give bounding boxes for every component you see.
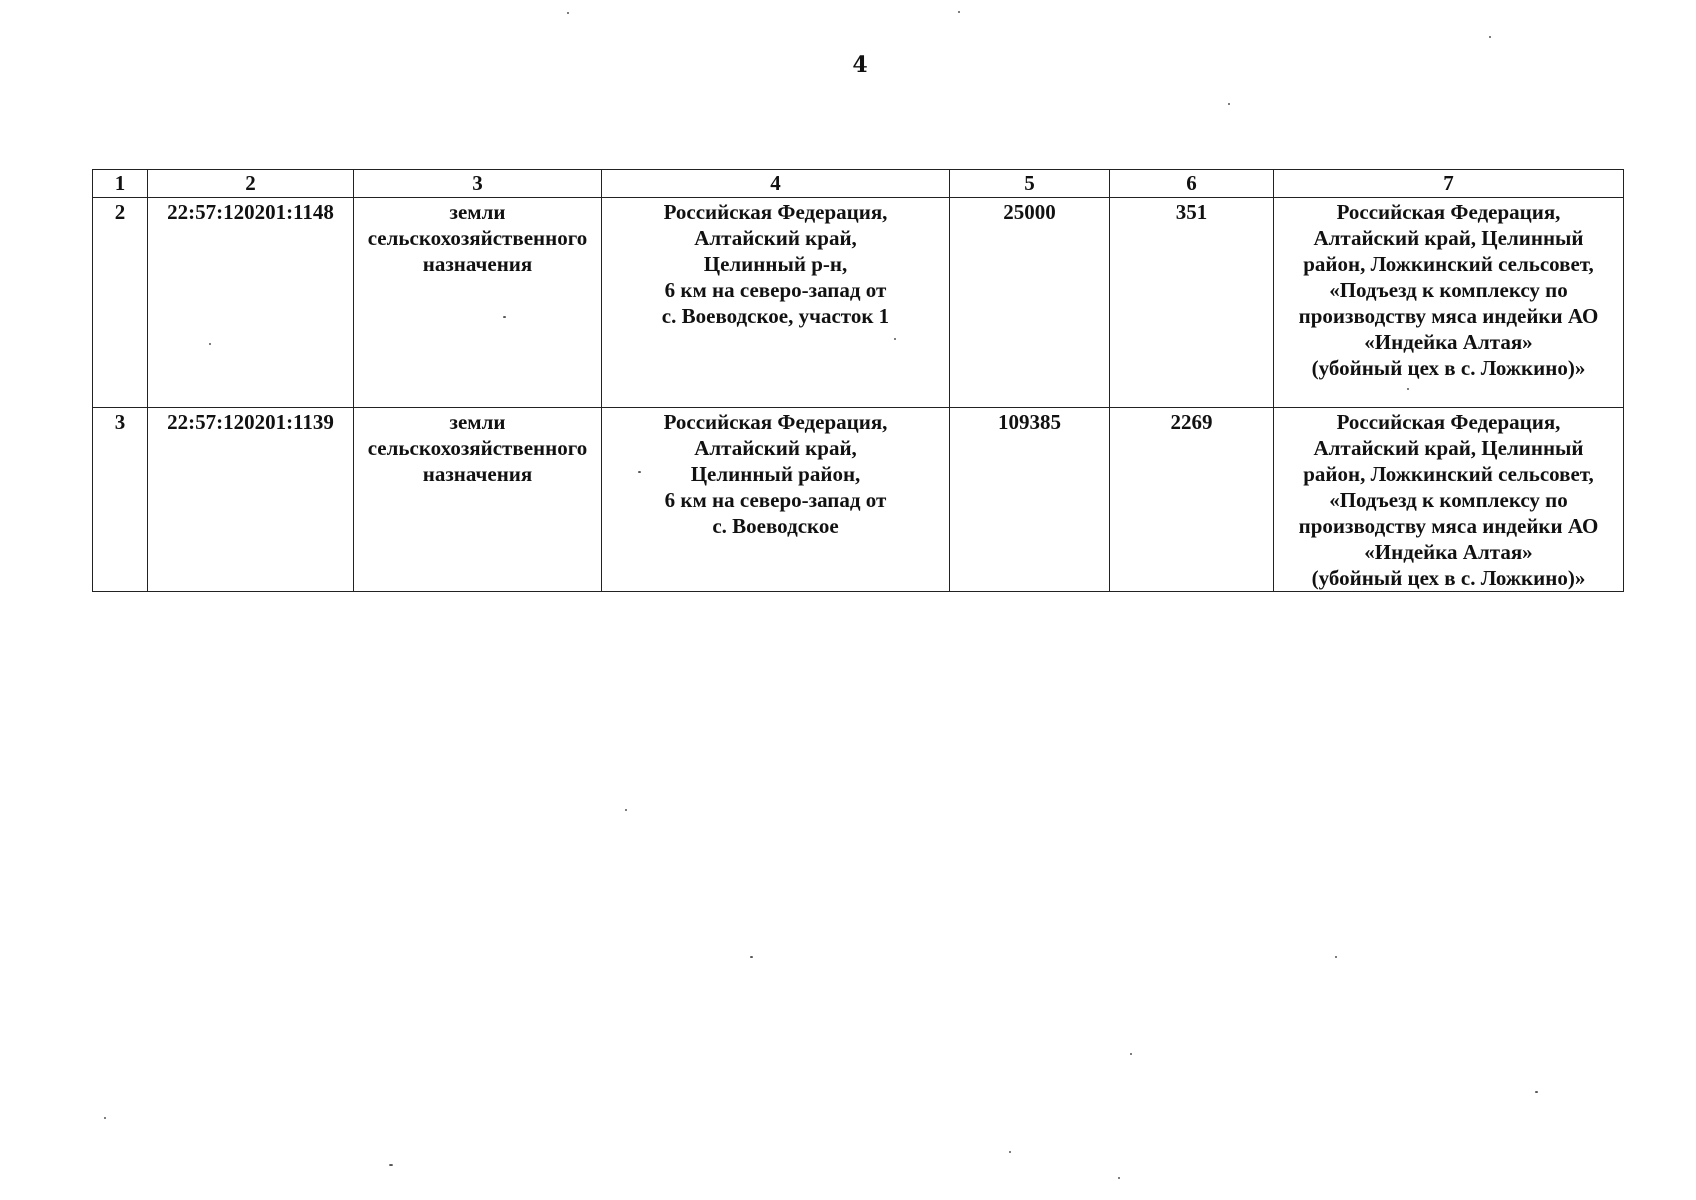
column-header: 1	[93, 170, 148, 198]
text-line: (убойный цех в с. Ложкино)»	[1311, 566, 1586, 590]
scan-speck	[750, 956, 753, 958]
text-line: Целинный р-н,	[703, 252, 848, 276]
text-line: Алтайский край, Целинный	[1313, 436, 1584, 460]
text-line: 6 км на северо-запад от	[664, 278, 887, 302]
text-line: земли	[449, 410, 506, 434]
text-line: Алтайский край,	[694, 436, 857, 460]
text-line: сельскохозяйственного	[367, 226, 588, 250]
column-header: 4	[602, 170, 950, 198]
plot-purpose	[1274, 408, 1624, 592]
scan-speck	[1489, 36, 1491, 38]
scan-speck	[567, 12, 569, 14]
scan-speck	[625, 809, 627, 811]
text-line: назначения	[422, 462, 533, 486]
cadastral-number: 22:57:120201:1148	[148, 198, 354, 408]
text-line: Целинный район,	[690, 462, 861, 486]
scan-speck	[209, 343, 211, 345]
table-header-row	[93, 170, 1624, 198]
column-header: 3	[354, 170, 602, 198]
scan-speck	[1535, 1091, 1538, 1093]
text-line: Российская Федерация,	[663, 200, 888, 224]
plot-purpose	[1274, 198, 1624, 408]
text-line: Российская Федерация,	[1336, 410, 1561, 434]
plot-location	[602, 408, 950, 592]
scan-speck	[638, 471, 641, 473]
plot-location	[602, 198, 950, 408]
text-line: Алтайский край,	[694, 226, 857, 250]
column-header: 2	[148, 170, 354, 198]
column-header: 5	[950, 170, 1110, 198]
text-line: 6 км на северо-запад от	[664, 488, 887, 512]
text-line: земли	[449, 200, 506, 224]
text-line: Российская Федерация,	[663, 410, 888, 434]
table-row	[93, 408, 1624, 592]
part-area: 2269	[1110, 408, 1274, 592]
scan-speck	[104, 1117, 106, 1119]
scan-speck	[1335, 956, 1337, 958]
plot-area: 25000	[950, 198, 1110, 408]
part-area: 351	[1110, 198, 1274, 408]
land-plots-table	[92, 169, 1624, 592]
scan-speck	[1407, 388, 1409, 390]
text-line: Алтайский край, Целинный	[1313, 226, 1584, 250]
text-line: район, Ложкинский сельсовет,	[1303, 462, 1594, 486]
text-line: «Индейка Алтая»	[1364, 540, 1533, 564]
scan-speck	[389, 1164, 393, 1166]
text-line: с. Воеводское, участок 1	[661, 304, 890, 328]
text-line: «Индейка Алтая»	[1364, 330, 1533, 354]
scan-speck	[503, 316, 506, 318]
scan-speck	[1228, 103, 1230, 105]
row-number: 3	[93, 408, 148, 592]
text-line: (убойный цех в с. Ложкино)»	[1311, 356, 1586, 380]
text-line: «Подъезд к комплексу по	[1329, 488, 1568, 512]
scan-speck	[894, 338, 896, 340]
scan-speck	[958, 11, 960, 13]
text-line: назначения	[422, 252, 533, 276]
table-row	[93, 198, 1624, 408]
text-line: Российская Федерация,	[1336, 200, 1561, 224]
column-header: 6	[1110, 170, 1274, 198]
land-category	[354, 408, 602, 592]
row-number: 2	[93, 198, 148, 408]
column-header: 7	[1274, 170, 1624, 198]
text-line: район, Ложкинский сельсовет,	[1303, 252, 1594, 276]
text-line: с. Воеводское	[712, 514, 839, 538]
page-number: 4	[852, 52, 868, 78]
text-line: «Подъезд к комплексу по	[1329, 278, 1568, 302]
text-line: сельскохозяйственного	[367, 436, 588, 460]
scan-speck	[1118, 1177, 1120, 1179]
cadastral-number: 22:57:120201:1139	[148, 408, 354, 592]
text-line: производству мяса индейки АО	[1298, 304, 1599, 328]
scan-speck	[1130, 1053, 1132, 1055]
scan-speck	[1009, 1151, 1011, 1153]
land-category	[354, 198, 602, 408]
plot-area: 109385	[950, 408, 1110, 592]
text-line: производству мяса индейки АО	[1298, 514, 1599, 538]
